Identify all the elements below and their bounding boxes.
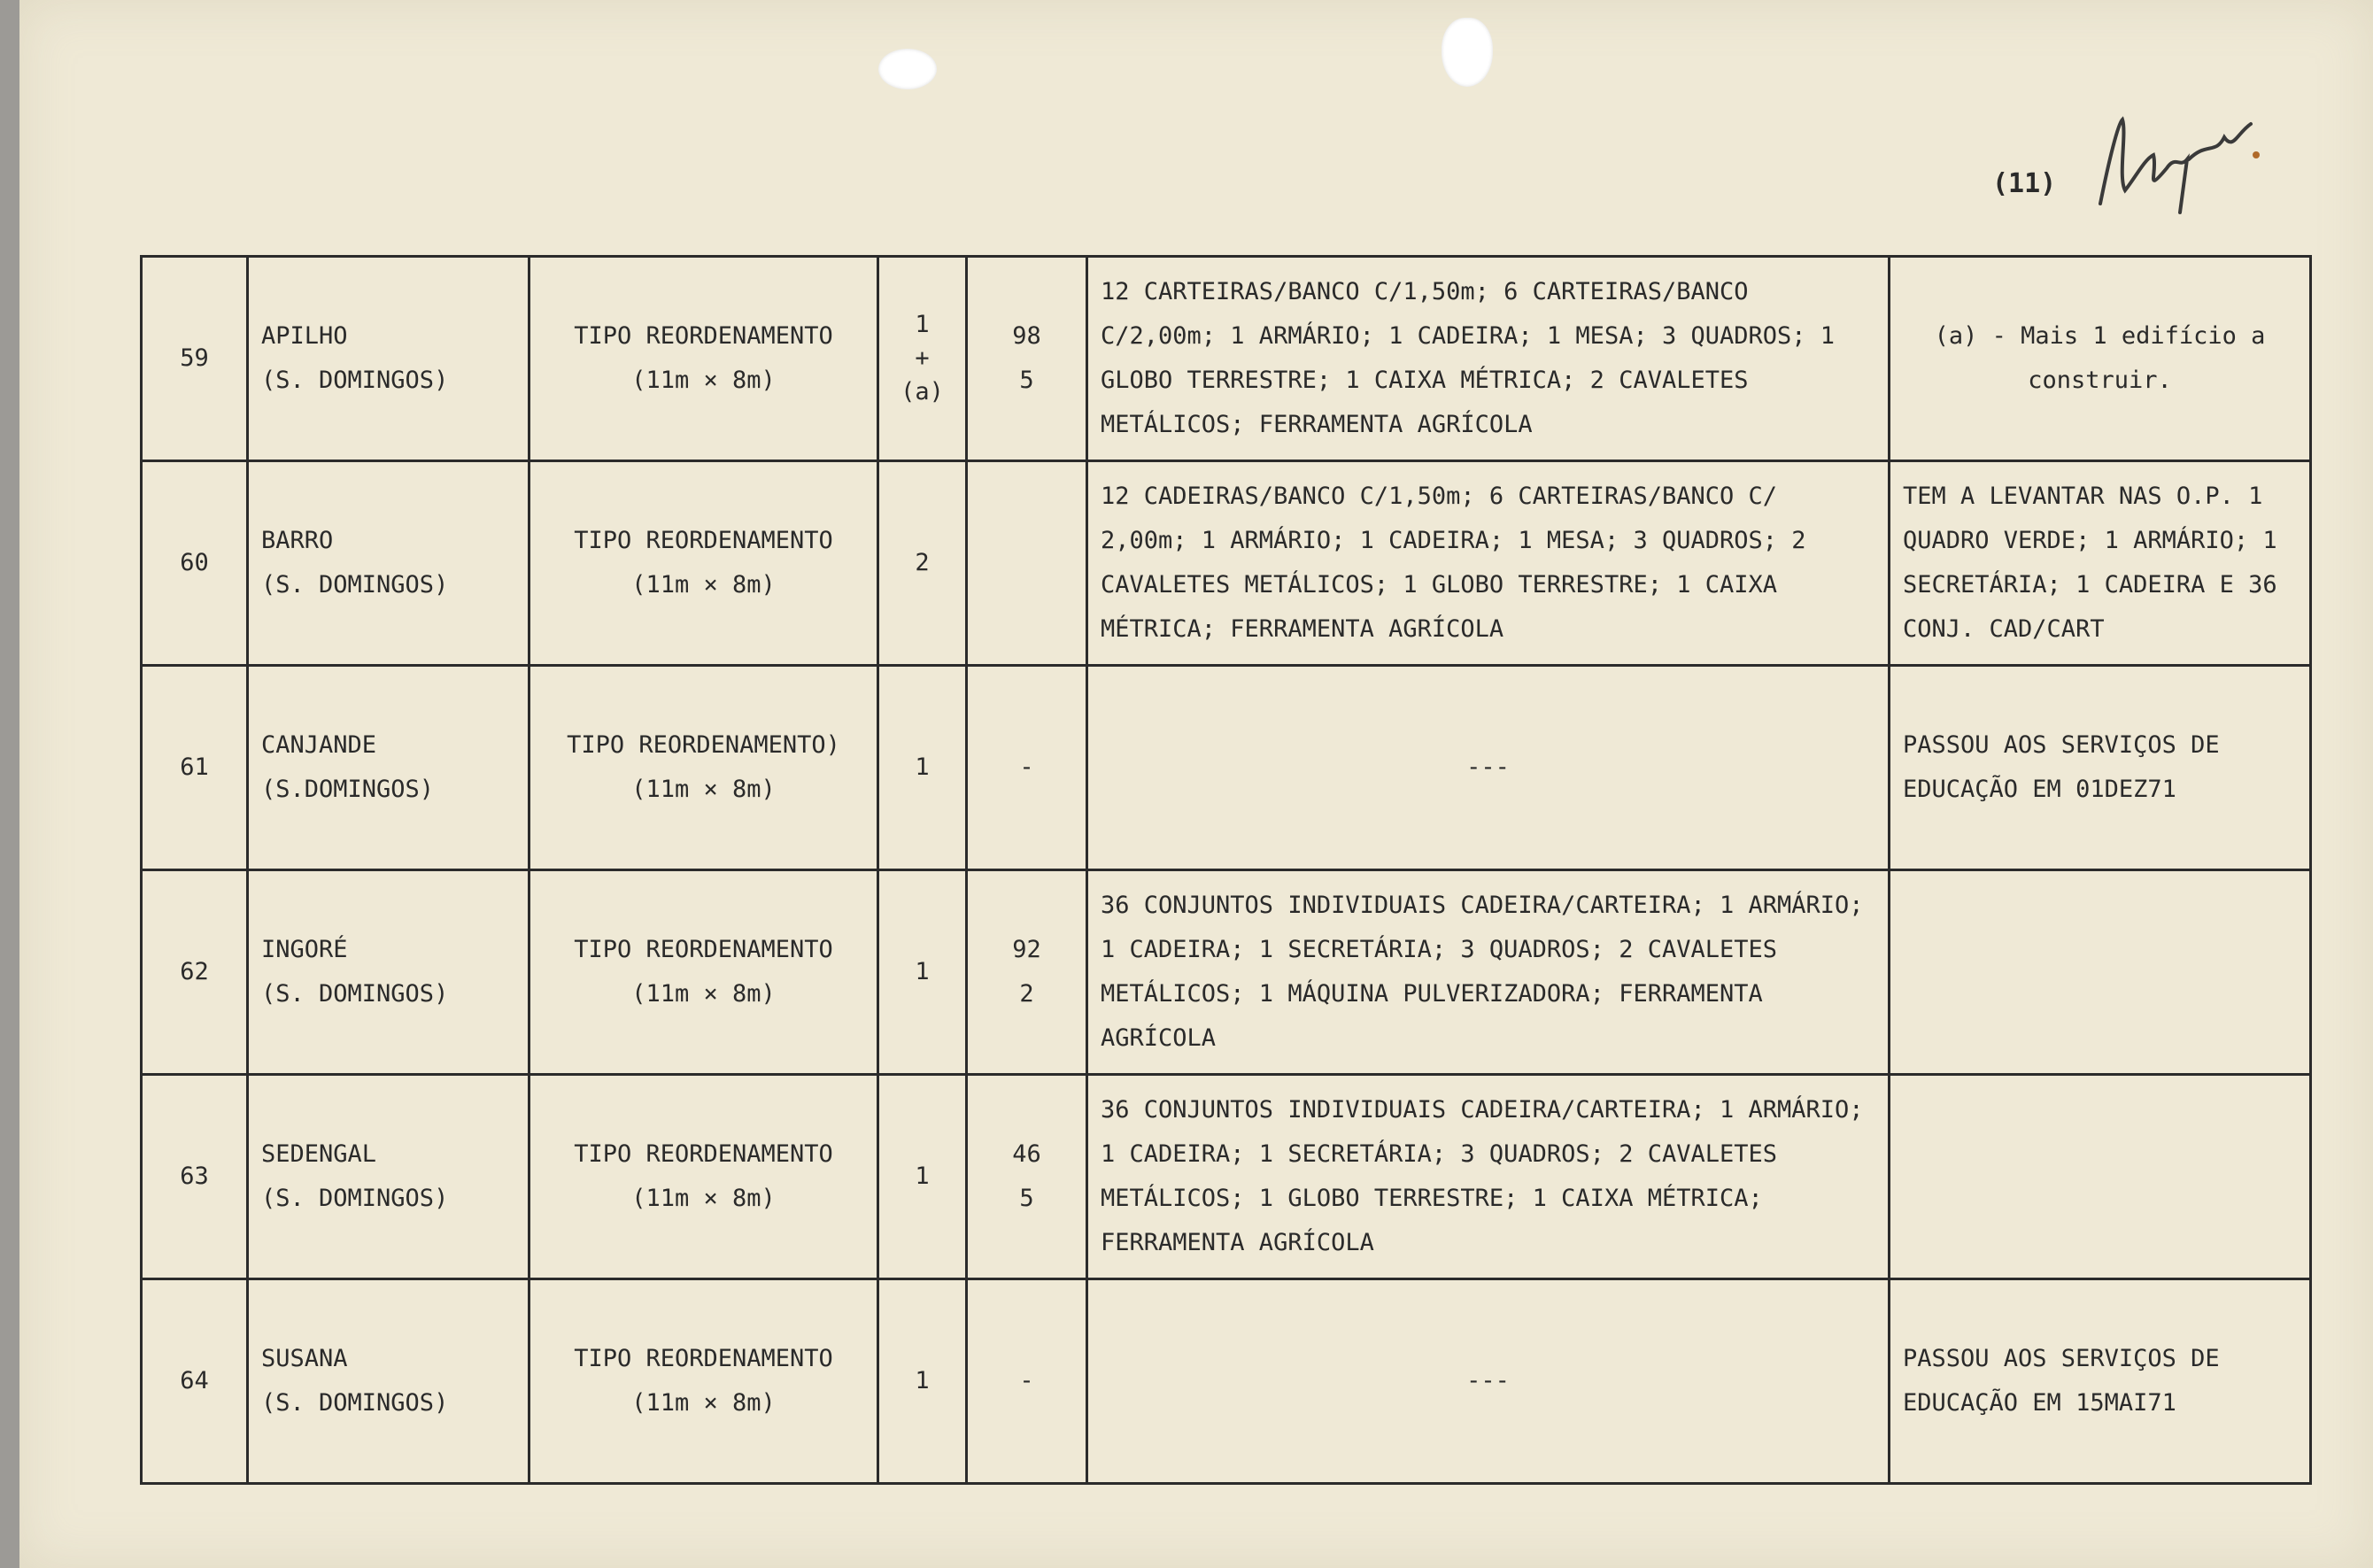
building-dimensions: (11m × 8m) [631, 1389, 776, 1417]
equipment-cell: 12 CADEIRAS/BANCO C/1,50m; 6 CARTEIRAS/BANCO C/ 2,00m; 1 ARMÁRIO; 1 CADEIRA; 1 MESA; 3 QUADROS; 2 CAVALETES METÁLICOS; 1 GLOBO TERRESTRE; 1 CAIXA MÉTRICA; FERRAMENTA AGRÍCOLA [1087, 461, 1890, 666]
quantity-cell [878, 666, 967, 870]
page-number: (11) [1992, 168, 2057, 199]
quantity: 1 [915, 311, 930, 338]
punch-hole-left [878, 49, 937, 89]
area-cell [967, 666, 1087, 870]
row-number: 60 [142, 461, 248, 666]
quantity: 1 [915, 958, 930, 985]
inventory-table [140, 255, 2312, 1485]
area-value: 98 [1012, 322, 1041, 350]
place-cell [248, 1279, 529, 1484]
building-dimensions: (11m × 8m) [631, 776, 776, 803]
observations-cell: TEM A LEVANTAR NAS O.P. 1 QUADRO VERDE; 1 ARMÁRIO; 1 SECRETÁRIA; 1 CADEIRA E 36 CONJ. CAD/CART [1890, 461, 2311, 666]
place-name: INGORÉ [261, 936, 348, 963]
place-name: SEDENGAL [261, 1140, 377, 1168]
building-dimensions: (11m × 8m) [631, 367, 776, 394]
area-cell [967, 1075, 1087, 1279]
place-cell [248, 666, 529, 870]
building-type: TIPO REORDENAMENTO [574, 1140, 833, 1168]
table-row [142, 461, 2311, 666]
observations-cell: PASSOU AOS SERVIÇOS DE EDUCAÇÃO EM 01DEZ71 [1890, 666, 2311, 870]
table-row [142, 257, 2311, 461]
building-dimensions: (11m × 8m) [631, 1185, 776, 1212]
document-page [19, 0, 2373, 1568]
place-cell [248, 870, 529, 1075]
area-value-2: 5 [1019, 367, 1034, 394]
area-cell [967, 461, 1087, 666]
quantity: 1 [915, 1162, 930, 1190]
area-value: 46 [1012, 1140, 1041, 1168]
place-name: CANJANDE [261, 731, 377, 759]
row-number: 64 [142, 1279, 248, 1484]
type-cell [529, 1279, 878, 1484]
quantity-cell [878, 1075, 967, 1279]
equipment-cell: 36 CONJUNTOS INDIVIDUAIS CADEIRA/CARTEIRA; 1 ARMÁRIO; 1 CADEIRA; 1 SECRETÁRIA; 3 QUADROS; 2 CAVALETES METÁLICOS; 1 MÁQUINA PULVERIZADORA; FERRAMENTA AGRÍCOLA [1087, 870, 1890, 1075]
type-cell [529, 870, 878, 1075]
row-number: 59 [142, 257, 248, 461]
type-cell [529, 461, 878, 666]
observations-cell: (a) - Mais 1 edifício a construir. [1890, 257, 2311, 461]
type-cell [529, 257, 878, 461]
type-cell [529, 666, 878, 870]
row-number: 63 [142, 1075, 248, 1279]
area-value-2: 5 [1019, 1185, 1034, 1212]
building-dimensions: (11m × 8m) [631, 571, 776, 599]
quantity: 1 [915, 1367, 930, 1394]
building-type: TIPO REORDENAMENTO [574, 322, 833, 350]
place-cell [248, 461, 529, 666]
equipment-cell: 12 CARTEIRAS/BANCO C/1,50m; 6 CARTEIRAS/BANCO C/2,00m; 1 ARMÁRIO; 1 CADEIRA; 1 MESA; 3 QUADROS; 1 GLOBO TERRESTRE; 1 CAIXA MÉTRICA; 2 CAVALETES METÁLICOS; FERRAMENTA AGRÍCOLA [1087, 257, 1890, 461]
table-row [142, 1075, 2311, 1279]
table-row [142, 1279, 2311, 1484]
place-region: (S. DOMINGOS) [261, 1185, 449, 1212]
building-dimensions: (11m × 8m) [631, 980, 776, 1008]
quantity: 1 [915, 753, 930, 781]
building-type: TIPO REORDENAMENTO [574, 527, 833, 554]
place-region: (S. DOMINGOS) [261, 571, 449, 599]
quantity-cell [878, 870, 967, 1075]
building-type: TIPO REORDENAMENTO [574, 1345, 833, 1372]
quantity-cell [878, 461, 967, 666]
equipment-cell: --- [1087, 1279, 1890, 1484]
area-value: - [1019, 753, 1034, 781]
quantity-cell [878, 257, 967, 461]
table-row [142, 666, 2311, 870]
area-value: 92 [1012, 936, 1041, 963]
quantity-note: (a) [901, 378, 944, 406]
punch-hole-right [1442, 18, 1493, 87]
place-region: (S. DOMINGOS) [261, 1389, 449, 1417]
quantity-cell [878, 1279, 967, 1484]
area-cell [967, 870, 1087, 1075]
observations-cell [1890, 1075, 2311, 1279]
area-cell [967, 257, 1087, 461]
row-number: 62 [142, 870, 248, 1075]
place-name: SUSANA [261, 1345, 348, 1372]
type-cell [529, 1075, 878, 1279]
place-region: (S.DOMINGOS) [261, 776, 435, 803]
quantity: 2 [915, 549, 930, 576]
area-cell [967, 1279, 1087, 1484]
observations-cell [1890, 870, 2311, 1075]
place-cell [248, 257, 529, 461]
place-region: (S. DOMINGOS) [261, 367, 449, 394]
area-value-2: 2 [1019, 980, 1034, 1008]
equipment-cell: 36 CONJUNTOS INDIVIDUAIS CADEIRA/CARTEIRA; 1 ARMÁRIO; 1 CADEIRA; 1 SECRETÁRIA; 3 QUADROS; 2 CAVALETES METÁLICOS; 1 GLOBO TERRESTRE; 1 CAIXA MÉTRICA; FERRAMENTA AGRÍCOLA [1087, 1075, 1890, 1279]
place-name: APILHO [261, 322, 348, 350]
area-value: - [1019, 1367, 1034, 1394]
building-type: TIPO REORDENAMENTO [574, 936, 833, 963]
table-row [142, 870, 2311, 1075]
building-type: TIPO REORDENAMENTO) [567, 731, 840, 759]
place-cell [248, 1075, 529, 1279]
equipment-cell: --- [1087, 666, 1890, 870]
quantity-plus: + [915, 344, 930, 372]
observations-cell: PASSOU AOS SERVIÇOS DE EDUCAÇÃO EM 15MAI71 [1890, 1279, 2311, 1484]
place-name: BARRO [261, 527, 334, 554]
place-region: (S. DOMINGOS) [261, 980, 449, 1008]
row-number: 61 [142, 666, 248, 870]
handwritten-signature [2083, 106, 2269, 221]
